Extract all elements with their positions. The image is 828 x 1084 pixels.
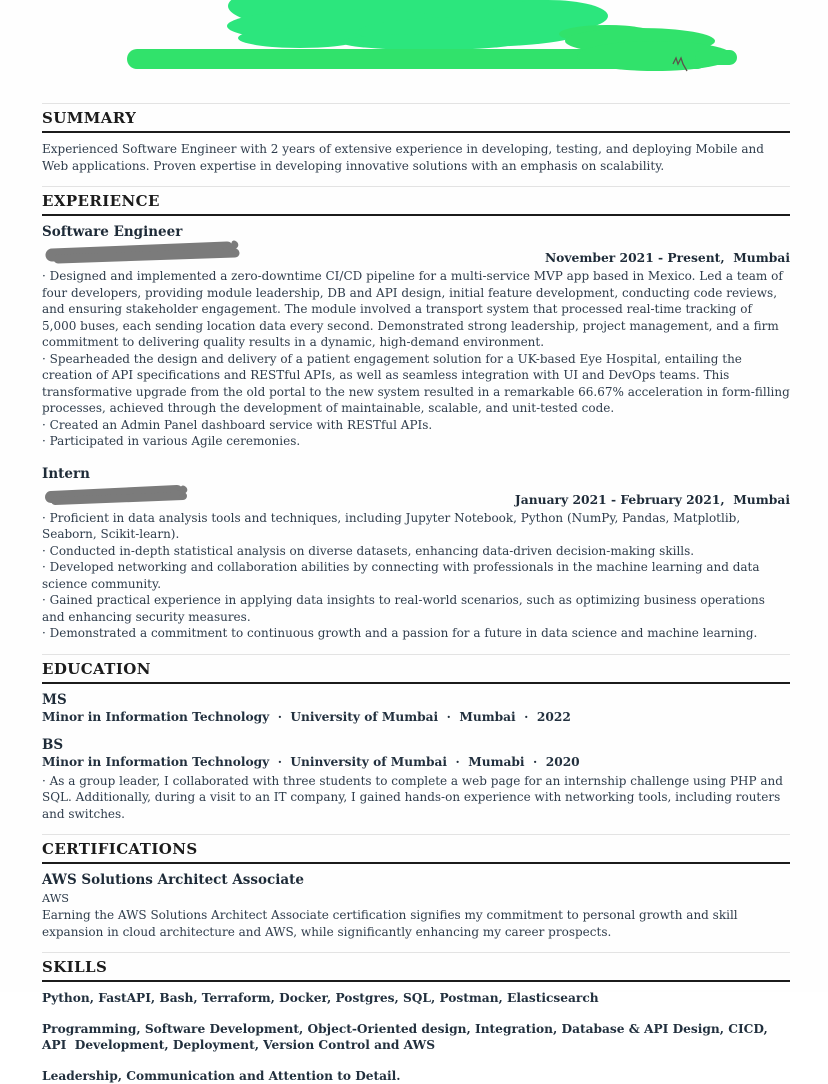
job-entry-software-engineer [42, 224, 790, 450]
job-dates-location: January 2021 - February 2021, Mumbai [515, 492, 790, 507]
bullet-item: · Conducted in-depth statistical analysis on diverse datasets, enhancing data-driven decision-making skills. [42, 543, 790, 560]
education-entry-ms [42, 692, 790, 726]
section-skills [42, 952, 790, 1084]
degree-name: BS [42, 737, 790, 754]
bullet-item: · Participated in various Agile ceremonies. [42, 433, 790, 450]
section-experience [42, 186, 790, 642]
experience-heading: EXPERIENCE [42, 192, 790, 216]
certification-name: AWS Solutions Architect Associate [42, 872, 790, 889]
company-redaction-scribble [42, 485, 197, 507]
section-summary [42, 103, 790, 174]
section-education [42, 654, 790, 823]
job-meta-row [42, 241, 790, 265]
skills-practices-line: Programming, Software Development, Object-Oriented design, Integration, Database & API Design, CICD, API Development, Deployment, Version Control and AWS [42, 1021, 790, 1054]
job-title: Intern [42, 466, 790, 483]
name-redaction-scribble [227, 0, 608, 50]
certifications-heading: CERTIFICATIONS [42, 840, 790, 864]
bullet-item: · Demonstrated a commitment to continuous growth and a passion for a future in data science and machine learning. [42, 625, 790, 642]
skills-soft-line: Leadership, Communication and Attention to Detail. [42, 1068, 790, 1084]
skills-tools-line: Python, FastAPI, Bash, Terraform, Docker, Postgres, SQL, Postman, Elasticsearch [42, 990, 790, 1007]
bullet-item: · Designed and implemented a zero-downtime CI/CD pipeline for a multi-service MVP app based in Mexico. Led a team of four developers, providing module leadership, DB and API design, initial feature development, conducting code reviews, and ensuring stakeholder engagement. The module involved a transport system that processed real-time tracking of 5,000 buses, each sending location data every second. Demonstrated strong leadership, project management, and a firm commitment to delivering quality results in a dynamic, high-demand environment. [42, 268, 790, 351]
resume-body [0, 103, 828, 1084]
job-meta-row [42, 483, 790, 507]
degree-details: Minor in Information Technology · University of Mumbai · Mumbai · 2022 [42, 709, 790, 726]
summary-text: Experienced Software Engineer with 2 years of extensive experience in developing, testing, and deploying Mobile and Web applications. Proven expertise in developing innovative solutions with an emphasis on scalability. [42, 141, 790, 174]
bullet-item: · Spearheaded the design and delivery of a patient engagement solution for a UK-based Eye Hospital, entailing the creation of API specifications and RESTful APIs, as well as seamless integration with UI and DevOps teams. This transformative upgrade from the old portal to the new system resulted in a remarkable 66.67% acceleration in form-filling processes, achieved through the development of maintainable, scalable, and unit-tested code. [42, 351, 790, 417]
degree-details: Minor in Information Technology · Uninversity of Mumbai · Mumabi · 2020 [42, 754, 790, 771]
job-title: Software Engineer [42, 224, 790, 241]
certification-entry [42, 872, 790, 940]
bullet-item: · Gained practical experience in applying data insights to real-world scenarios, such as optimizing business operations and enhancing security measures. [42, 592, 790, 625]
bullet-item: · Proficient in data analysis tools and techniques, including Jupyter Notebook, Python (NumPy, Pandas, Matplotlib, Seaborn, Scikit-learn). [42, 510, 790, 543]
certification-description: Earning the AWS Solutions Architect Associate certification signifies my commitment to personal growth and skill expansion in cloud architecture and AWS, while significantly enhancing my career prospects. [42, 907, 790, 940]
redaction-scribbles [0, 0, 828, 103]
bullet-item: · Created an Admin Panel dashboard service with RESTful APIs. [42, 417, 790, 434]
section-certifications [42, 834, 790, 940]
job-dates-location: November 2021 - Present, Mumbai [545, 250, 790, 265]
bullet-item: · Developed networking and collaboration abilities by connecting with professionals in the machine learning and data science community. [42, 559, 790, 592]
certification-issuer: AWS [42, 891, 790, 906]
redacted-header [0, 0, 828, 103]
degree-name: MS [42, 692, 790, 709]
skills-heading: SKILLS [42, 958, 790, 982]
company-redaction-scribble [42, 241, 247, 265]
education-heading: EDUCATION [42, 660, 790, 684]
job-entry-intern [42, 466, 790, 642]
summary-heading: SUMMARY [42, 109, 790, 133]
education-entry-bs [42, 737, 790, 823]
bullet-item: · As a group leader, I collaborated with three students to complete a web page for an internship challenge using PHP and SQL. Additionally, during a visit to an IT company, I gained hands-on experience with networking tools, including routers and switches. [42, 773, 790, 823]
